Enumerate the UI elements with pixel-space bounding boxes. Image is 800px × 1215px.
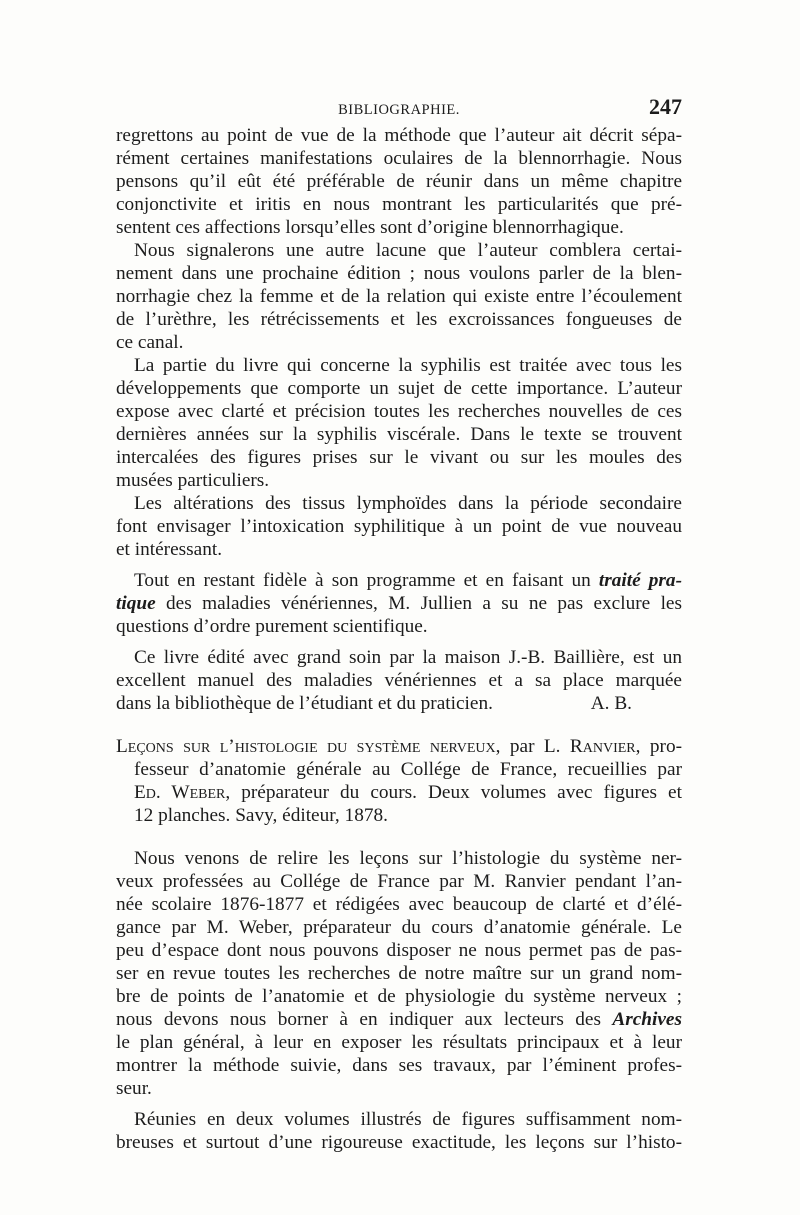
text-line: bre de points de l’anatomie et de physiologie du système nerveux ;	[116, 986, 682, 1007]
paragraph	[116, 354, 682, 492]
text-line: seur.	[116, 1078, 152, 1099]
text-line: questions d’ordre purement scientifique.	[116, 616, 428, 637]
text-line: et intéressant.	[116, 539, 223, 560]
author-name: Ranvier	[569, 736, 636, 757]
text-line: musées particuliers.	[116, 470, 270, 491]
text-line: dernières années sur la syphilis viscérale. Dans le texte se trouvent	[116, 424, 682, 445]
text-line: intercalées des figures prises sur le vivant ou sur les moules des	[116, 447, 682, 468]
text-line: Tout en restant fidèle à son programme et en faisant un traité pra-	[134, 570, 682, 591]
running-title: BIBLIOGRAPHIE.	[338, 102, 460, 118]
text-line: La partie du livre qui concerne la syphilis est traitée avec tous les	[134, 355, 682, 376]
page-number: 247	[649, 94, 682, 119]
text-line: dans la bibliothèque de l’étudiant et du praticien. A. B.	[116, 693, 632, 714]
paragraph	[116, 239, 682, 354]
text-line: veux professées au Collége de France par M. Ranvier pendant l’an-	[116, 871, 682, 892]
text-line: pensons qu’il eût été préférable de réunir dans un même chapitre	[116, 171, 682, 192]
text-line: nous devons nous borner à en indiquer aux lecteurs des Archives	[116, 1009, 682, 1030]
text-line: ser en revue toutes les recherches de notre maître sur un grand nom-	[116, 963, 682, 984]
text-line: excellent manuel des maladies vénériennes et a sa place marquée	[116, 670, 682, 691]
paragraph	[116, 124, 682, 239]
text-line: de l’urèthre, les rétrécissements et les excroissances fongueuses de	[116, 309, 682, 330]
text-line: conjonctivite et iritis en nous montrant les particularités que pré-	[116, 194, 682, 215]
text-line: Nous signalerons une autre lacune que l’auteur comblera certai-	[134, 240, 682, 261]
book-title: Leçons sur l’histologie du système nerveux	[116, 736, 496, 757]
text-line: sentent ces affections lorsqu’elles sont d’origine blennorrhagique.	[116, 217, 624, 238]
text-line: nement dans une prochaine édition ; nous voulons parler de la blen-	[116, 263, 682, 284]
review-heading	[116, 735, 682, 827]
text-line: gance par M. Weber, préparateur du cours d’anatomie générale. Le	[116, 917, 682, 938]
text-line: Ce livre édité avec grand soin par la maison J.-B. Baillière, est un	[134, 647, 682, 668]
text-line: ce canal.	[116, 332, 184, 353]
text-line: regrettons au point de vue de la méthode que l’auteur ait décrit sépa-	[116, 125, 682, 146]
paragraph	[116, 847, 682, 1100]
text-line: font envisager l’intoxication syphilitique à un point de vue nouveau	[116, 516, 682, 537]
text-line: breuses et surtout d’une rigoureuse exactitude, les leçons sur l’histo-	[116, 1132, 682, 1153]
text-line: expose avec clarté et précision toutes les recherches nouvelles de ces	[116, 401, 682, 422]
text-line: peu d’espace dont nous pouvons disposer ne nous permet pas de pas-	[116, 940, 682, 961]
text-line: montrer la méthode suivie, dans ses travaux, par l’éminent profes-	[116, 1055, 682, 1076]
paragraph	[116, 1108, 682, 1154]
text-line: développements que comporte un sujet de cette importance. L’auteur	[116, 378, 682, 399]
italic-text: traité pra-	[598, 570, 682, 591]
text-line: Réunies en deux volumes illustrés de figures suffisamment nom-	[134, 1109, 682, 1130]
paragraph	[116, 646, 682, 715]
italic-text: tique	[116, 593, 156, 614]
text-line: Les altérations des tissus lymphoïdes dans la période secondaire	[134, 493, 682, 514]
italic-text: Archives	[612, 1009, 682, 1030]
text-line: rément certaines manifestations oculaires de la blennorrhagie. Nous	[116, 148, 682, 169]
text-line: née scolaire 1876-1877 et rédigées avec beaucoup de clarté et d’élé-	[116, 894, 682, 915]
paragraph	[116, 492, 682, 561]
text-line: 12 planches. Savy, éditeur, 1878.	[134, 805, 388, 826]
text-line: tique des maladies vénériennes, M. Jullien a su ne pas exclure les	[116, 593, 682, 614]
text-line: fesseur d’anatomie générale au Collége de France, recueillies par	[134, 759, 682, 780]
page-header	[116, 94, 682, 124]
text-line: Leçons sur l’histologie du système nerveux, par L. Ranvier, pro-	[116, 736, 682, 757]
text-line: Nous venons de relire les leçons sur l’histologie du système ner-	[134, 848, 682, 869]
editor-name: Ed. Weber	[134, 782, 226, 803]
page-body	[116, 124, 682, 1154]
text-line: le plan général, à leur en exposer les résultats principaux et à leur	[116, 1032, 682, 1053]
text-line: Ed. Weber, préparateur du cours. Deux volumes avec figures et	[134, 782, 682, 803]
text-line: norrhagie chez la femme et de la relation qui existe entre l’écoulement	[116, 286, 682, 307]
paragraph	[116, 569, 682, 638]
author-signature: A. B.	[590, 693, 632, 714]
